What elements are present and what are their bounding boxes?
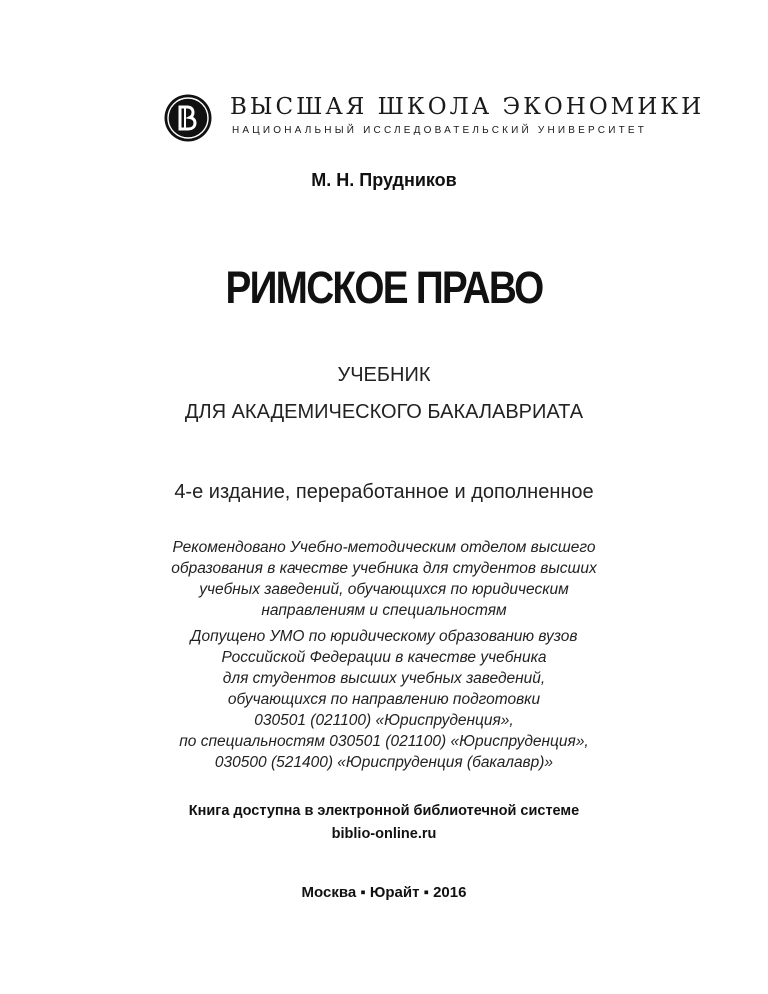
- availability-url: biblio-online.ru: [331, 826, 437, 842]
- approval-line: Допущено УМО по юридическому образованию вузов: [190, 628, 578, 645]
- recommendation-line: направлениям и специальностям: [261, 602, 507, 619]
- book-title: РИМСКОЕ ПРАВО: [225, 262, 543, 313]
- approval-line: по специальностям 030501 (021100) «Юриспруденция»,: [179, 733, 589, 750]
- approval-line: 030501 (021100) «Юриспруденция»,: [254, 712, 514, 729]
- approval-line: для студентов высших учебных заведений,: [222, 670, 546, 687]
- recommendation-line: учебных заведений, обучающихся по юридическим: [199, 581, 569, 598]
- imprint: Москва ▪ Юрайт ▪ 2016: [301, 884, 467, 901]
- approval-line: 030500 (521400) «Юриспруденция (бакалавр)»: [214, 754, 554, 771]
- book-audience: ДЛЯ АКАДЕМИЧЕСКОГО БАКАЛАВРИАТА: [184, 401, 584, 423]
- availability-note: Книга доступна в электронной библиотечной системе: [188, 803, 580, 819]
- book-type: УЧЕБНИК: [337, 364, 431, 386]
- hse-logo-icon: [164, 94, 212, 142]
- recommendation-line: образования в качестве учебника для студентов высших: [171, 560, 597, 577]
- publisher-subtitle: НАЦИОНАЛЬНЫЙ ИССЛЕДОВАТЕЛЬСКИЙ УНИВЕРСИТЕТ: [232, 125, 648, 136]
- author-name: М. Н. Прудников: [311, 170, 457, 190]
- publisher-name: ВЫСШАЯ ШКОЛА ЭКОНОМИКИ: [230, 94, 705, 120]
- edition-note: 4-е издание, переработанное и дополненное: [174, 481, 594, 503]
- recommendation-line: Рекомендовано Учебно-методическим отделом высшего: [172, 539, 596, 556]
- approval-line: Российской Федерации в качестве учебника: [221, 649, 547, 666]
- approval-line: обучающихся по направлению подготовки: [227, 691, 541, 708]
